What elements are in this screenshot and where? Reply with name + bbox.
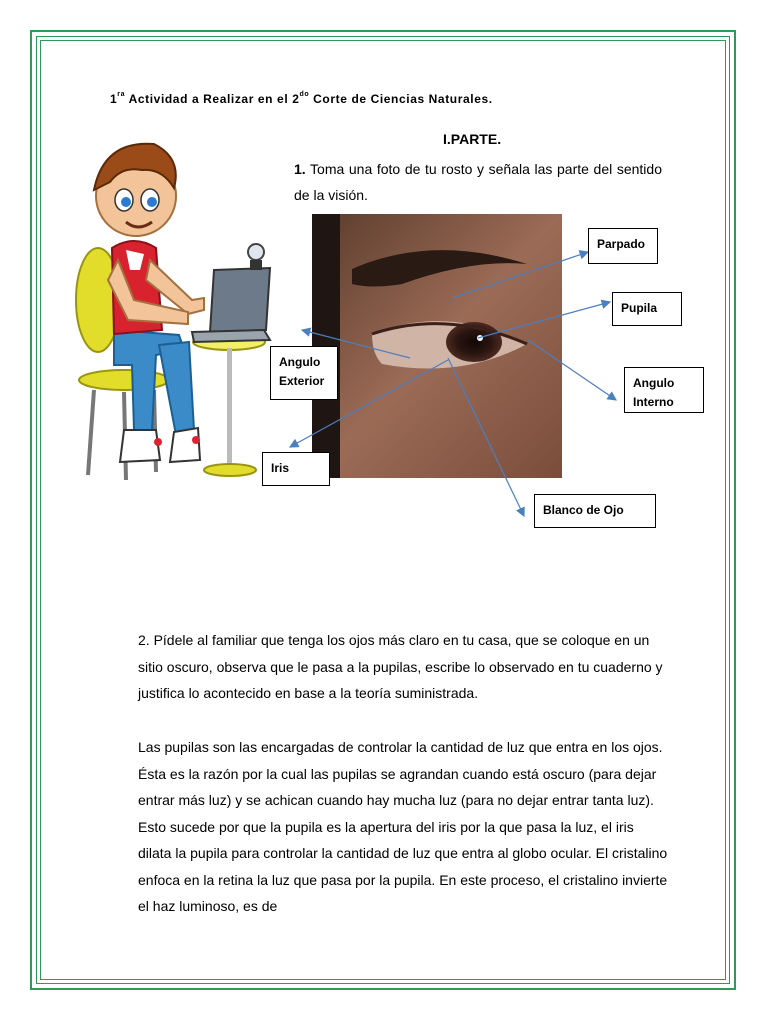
cartoon-boy-at-computer-image (64, 130, 276, 490)
label-iris: Iris (262, 452, 330, 486)
label-blanco-de-ojo: Blanco de Ojo (534, 494, 656, 528)
document-title: $1^{ra}$ Actividad a Realizar en el $2^{do}$ Corte de Ciencias Naturales. (110, 91, 493, 106)
parte-heading: I.PARTE. (443, 131, 502, 147)
label-angulo-exterior: Angulo Exterior (270, 346, 338, 400)
item-2-text: 2. Pídele al familiar que tenga los ojos más claro en tu casa, que se coloque en un sitio oscuro, observa que le pasa a la pupilas, escribe lo observado en tu cuaderno y justifica lo acontecido en base a la teoría suministrada. (138, 632, 663, 701)
eye-photo-image (312, 214, 562, 478)
label-parpado: Parpado (588, 228, 658, 264)
item-1-text: 1. Toma una foto de tu rosto y señala las parte del sentido de la visión. (294, 161, 662, 203)
label-angulo-interno: Angulo Interno (624, 367, 704, 413)
label-pupila: Pupila (612, 292, 682, 326)
explanation-paragraph: Las pupilas son las encargadas de controlar la cantidad de luz que entra en los ojos. Ésta es la razón por la cual las pupilas se agrandan cuando está oscuro (para dejar entrar más luz) y se achican cuando hay mucha luz (para no dejar entrar tanta luz). Esto sucede por que la pupila es la apertura del iris por la que pasa la luz, el iris dilata la pupila para controlar la cantidad de luz que entra al globo ocular. El cristalino enfoca en la retina la luz que pasa por la pupila. En este proceso, el cristalino invierte el haz luminoso, es de (138, 739, 668, 914)
